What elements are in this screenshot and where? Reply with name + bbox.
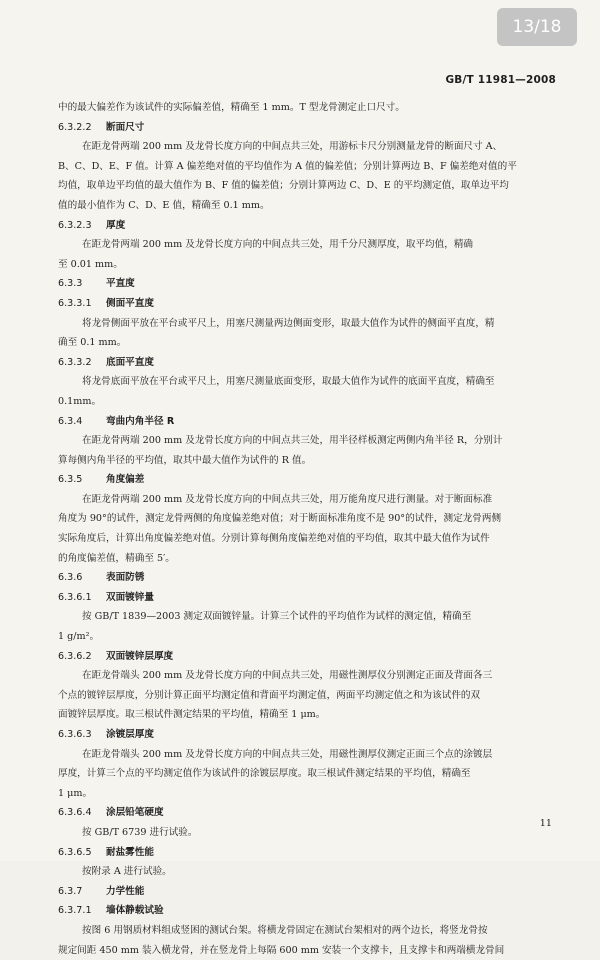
section-number: 6.3.6.4 bbox=[58, 807, 92, 819]
section-heading bbox=[58, 216, 550, 236]
section-number: 6.3.2.2 bbox=[58, 121, 92, 133]
body-text-line: 1 μm。 bbox=[58, 787, 93, 799]
body-text-line: 在距龙骨端头 200 mm 及龙骨长度方向的中间点共三处，用磁性测厚仪分别测定正面及背面各三 bbox=[82, 670, 493, 682]
section-number: 6.3.3.2 bbox=[58, 356, 92, 368]
section-title: 涂层铅笔硬度 bbox=[106, 807, 164, 819]
body-text-line: 在距龙骨两端 200 mm 及龙骨长度方向的中间点共三处，用万能角度尺进行测量。对于断面标准 bbox=[82, 493, 493, 505]
section-heading bbox=[58, 274, 550, 294]
section-number: 6.3.6.5 bbox=[58, 846, 92, 858]
body-text-line: 在距龙骨端头 200 mm 及龙骨长度方向的中间点共三处，用磁性测厚仪测定正面三个点的涂镀层 bbox=[82, 748, 493, 760]
body-text-line: 的角度偏差值，精确至 5′。 bbox=[58, 552, 175, 564]
section-heading bbox=[58, 882, 550, 902]
section-title: 表面防锈 bbox=[106, 572, 145, 584]
body-text-line: 在距龙骨两端 200 mm 及龙骨长度方向的中间点共三处，用千分尺测厚度，取平均值，精确 bbox=[82, 239, 474, 251]
section-heading bbox=[58, 725, 550, 745]
body-text-line: 均值，取单边平均值的最大值作为 B、F 值的偏差值；分别计算两边 C、D、E 的平均测定值，取单边平均 bbox=[58, 180, 509, 192]
section-number: 6.3.3.1 bbox=[58, 297, 92, 309]
section-heading bbox=[58, 294, 550, 314]
section-title: 双面镀锌层厚度 bbox=[106, 650, 174, 662]
section-number: 6.3.6.1 bbox=[58, 591, 92, 603]
section-title: 底面平直度 bbox=[106, 356, 154, 368]
section-number: 6.3.7.1 bbox=[58, 905, 92, 917]
body-text-line: B、C、D、E、F 值。计算 A 偏差绝对值的平均值作为 A 值的偏差值；分别计算两边 B、F 偏差绝对值的平 bbox=[58, 160, 517, 172]
body-text-line: 厚度，计算三个点的平均测定值作为该试件的涂镀层厚度。取三根试件测定结果的平均值，精确至 bbox=[58, 768, 471, 780]
section-title: 厚度 bbox=[106, 219, 126, 231]
body-text-line: 1 g/m²。 bbox=[58, 631, 100, 643]
section-title: 角度偏差 bbox=[106, 474, 145, 486]
body-text-line: 面镀锌层厚度。取三根试件测定结果的平均值，精确至 1 μm。 bbox=[58, 709, 326, 721]
body-text-line: 角度为 90°的试件，测定龙骨两侧的角度偏差绝对值；对于断面标准角度不是 90°的试件，测定龙骨两侧 bbox=[58, 513, 502, 525]
page-number: 11 bbox=[539, 818, 552, 829]
body-text-line: 值的最小值作为 C、D、E 值，精确至 0.1 mm。 bbox=[58, 199, 270, 211]
section-title: 双面镀锌量 bbox=[106, 591, 154, 603]
body-text-line: 在距龙骨两端 200 mm 及龙骨长度方向的中间点共三处，用游标卡尺分别测量龙骨的断面尺寸 A、 bbox=[82, 141, 503, 153]
section-heading bbox=[58, 353, 550, 373]
body-text-line: 规定间距 450 mm 装入横龙骨，并在竖龙骨上每隔 600 mm 安装一个支撑卡，且支撑卡和两端横龙骨间 bbox=[58, 944, 505, 956]
body-text-line: 确至 0.1 mm。 bbox=[58, 337, 127, 349]
body-text-line: 按 GB/T 6739 进行试验。 bbox=[82, 826, 198, 838]
body-text-line: 将龙骨底面平放在平台或平尺上，用塞尺测量底面变形，取最大值作为试件的底面平直度，精确至 bbox=[82, 376, 495, 388]
document-body bbox=[58, 98, 550, 960]
section-title: 断面尺寸 bbox=[106, 121, 145, 133]
section-number: 6.3.7 bbox=[58, 885, 83, 897]
body-text-line: 个点的镀锌层厚度，分别计算正面平均测定值和背面平均测定值，两面平均测定值之和为该试件的双 bbox=[58, 689, 481, 701]
body-text-line: 在距龙骨两端 200 mm 及龙骨长度方向的中间点共三处，用半径样板测定两侧内角半径 R，分别计 bbox=[82, 435, 503, 447]
section-title: 涂镀层厚度 bbox=[106, 729, 154, 740]
section-title: 弯曲内角半径 R bbox=[106, 415, 175, 427]
body-text-line: 至 0.01 mm。 bbox=[58, 258, 123, 270]
section-number: 6.3.6.3 bbox=[58, 729, 92, 740]
section-title: 耐盐雾性能 bbox=[106, 846, 154, 858]
section-heading bbox=[58, 568, 550, 588]
body-text-line: 按附录 A 进行试验。 bbox=[82, 866, 172, 878]
section-heading bbox=[58, 118, 550, 138]
section-heading bbox=[58, 901, 550, 921]
section-number: 6.3.4 bbox=[58, 415, 83, 427]
body-text-line: 算每侧内角半径的平均值，取其中最大值作为试件的 R 值。 bbox=[58, 454, 312, 466]
section-number: 6.3.5 bbox=[58, 474, 83, 486]
section-number: 6.3.6 bbox=[58, 572, 83, 584]
section-number: 6.3.3 bbox=[58, 278, 83, 290]
section-heading bbox=[58, 647, 550, 667]
body-text-line: 0.1mm。 bbox=[58, 395, 102, 407]
section-title: 平直度 bbox=[106, 278, 135, 290]
section-title: 侧面平直度 bbox=[106, 297, 154, 309]
section-heading bbox=[58, 803, 550, 823]
section-heading bbox=[58, 470, 550, 490]
section-heading bbox=[58, 588, 550, 608]
section-heading bbox=[58, 412, 550, 432]
body-text-line: 按 GB/T 1839—2003 测定双面镀锌量。计算三个试件的平均值作为试样的测定值，精确至 bbox=[82, 611, 472, 623]
body-text-line: 将龙骨侧面平放在平台或平尺上，用塞尺测量两边侧面变形，取最大值作为试件的侧面平直度，精 bbox=[82, 317, 495, 329]
standard-code-header: GB/T 11981—2008 bbox=[445, 74, 556, 86]
section-title: 墙体静载试验 bbox=[106, 905, 164, 917]
section-number: 6.3.6.2 bbox=[58, 650, 92, 662]
section-heading bbox=[58, 843, 550, 863]
body-text-line: 中的最大偏差作为该试件的实际偏差值，精确至 1 mm。T 型龙骨测定止口尺寸。 bbox=[58, 102, 405, 113]
body-text-line: 按图 6 用钢质材料组成竖困的测试台架。将横龙骨固定在测试台架相对的两个边长，将竖龙骨按 bbox=[82, 924, 488, 936]
page-counter-badge: 13/18 bbox=[497, 8, 577, 46]
section-number: 6.3.2.3 bbox=[58, 219, 92, 231]
body-text-line: 实际角度后，计算出角度偏差绝对值。分别计算每侧角度偏差绝对值的平均值，取其中最大值作为试件 bbox=[58, 533, 490, 545]
section-title: 力学性能 bbox=[106, 885, 145, 897]
